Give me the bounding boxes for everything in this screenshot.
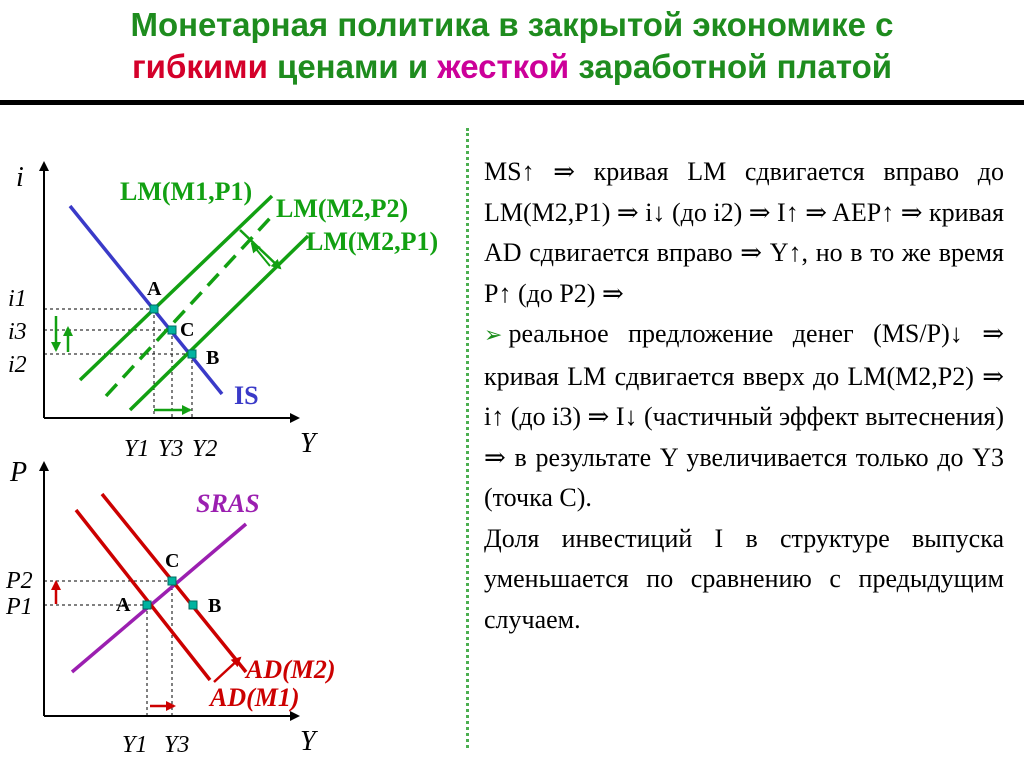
lm-m1-p1-label: LM(M1,P1) [120, 177, 253, 206]
explanation-panel [484, 152, 1004, 640]
lm-m2-p1-label: LM(M2,P1) [306, 227, 439, 256]
lm-m2-p2-label: LM(M2,P2) [276, 194, 409, 223]
point-c-bottom [168, 577, 176, 585]
sras-label: SRAS [196, 489, 260, 518]
title-fragment-prices: ценами и [267, 48, 438, 85]
title-word-flexible: гибкими [131, 48, 268, 85]
ad-m2-label: AD(M2) [246, 655, 336, 684]
title-fragment-wage: заработной платой [569, 48, 893, 85]
ad-m1-curve [76, 510, 210, 680]
is-lm-ad-as-diagram [0, 108, 470, 768]
explanation-bullet [484, 314, 1004, 519]
ad-shift-arrow [214, 658, 240, 682]
tick-y2-top: Y2 [192, 436, 218, 462]
point-b-top-label: B [206, 347, 220, 369]
point-b-bottom [189, 601, 197, 609]
bottom-y-axis-label: P [10, 457, 28, 488]
ad-m1-label: AD(M1) [210, 683, 300, 712]
slide-title [0, 4, 1024, 88]
point-b-bottom-label: B [208, 595, 222, 617]
lm-m2-p1-curve [130, 236, 308, 410]
explanation-bullet-text: реальное предложение денег (MS/P)↓ ⇒ кривая LM сдвигается вверх до LM(M2,P2) ⇒ i↑ (до i3) ⇒ I↓ (частичный эффект вытеснения) ⇒ в результате Y увеличивается только до Y3 (точка C). [484, 319, 1004, 512]
title-line-1 [0, 4, 1024, 46]
bullet-arrow-icon: ➢ [484, 323, 503, 348]
is-label: IS [234, 381, 259, 410]
tick-p2: P2 [6, 568, 33, 594]
tick-p1: P1 [6, 594, 33, 620]
top-x-axis-label: Y [300, 428, 316, 459]
title-line-1-text: Монетарная политика в закрытой экономике с [130, 6, 894, 43]
tick-y3-top: Y3 [158, 436, 184, 462]
tick-i3: i3 [8, 319, 27, 345]
bottom-x-axis-label: Y [300, 726, 316, 757]
explanation-paragraph-2: Доля инвестиций I в структуре выпуска уменьшается по сравнению с предыдущим случаем. [484, 523, 1004, 634]
top-graph [8, 162, 438, 462]
top-y-axis-label: i [16, 162, 24, 193]
title-word-rigid: жесткой [437, 48, 570, 85]
lm-m2-p2-curve [106, 216, 272, 396]
point-b-top [188, 350, 196, 358]
lm-m1-p1-curve [80, 196, 272, 380]
lm-shift-right-arrow [240, 230, 280, 268]
tick-y1-bottom: Y1 [122, 732, 148, 758]
tick-y1-top: Y1 [124, 436, 150, 462]
point-c-bottom-label: C [165, 550, 180, 572]
tick-y3-bottom: Y3 [164, 732, 190, 758]
explanation-paragraph-1: MS↑ ⇒ кривая LM сдвигается вправо до LM(M2,P1) ⇒ i↓ (до i2) ⇒ I↑ ⇒ AEP↑ ⇒ кривая AD сдвигается вправо ⇒ Y↑, но в то же время P↑ (до P2) ⇒ [484, 157, 1004, 308]
title-line-2 [0, 46, 1024, 88]
point-a-bottom-label: A [116, 594, 131, 616]
point-c-top-label: C [180, 319, 195, 341]
title-underline [0, 100, 1024, 105]
bottom-graph [5, 457, 336, 758]
tick-i1: i1 [8, 286, 27, 312]
point-a-top-label: A [147, 278, 162, 300]
point-a-bottom [143, 601, 151, 609]
point-a-top [150, 305, 158, 313]
tick-i2: i2 [8, 352, 27, 378]
point-c-top [168, 326, 176, 334]
